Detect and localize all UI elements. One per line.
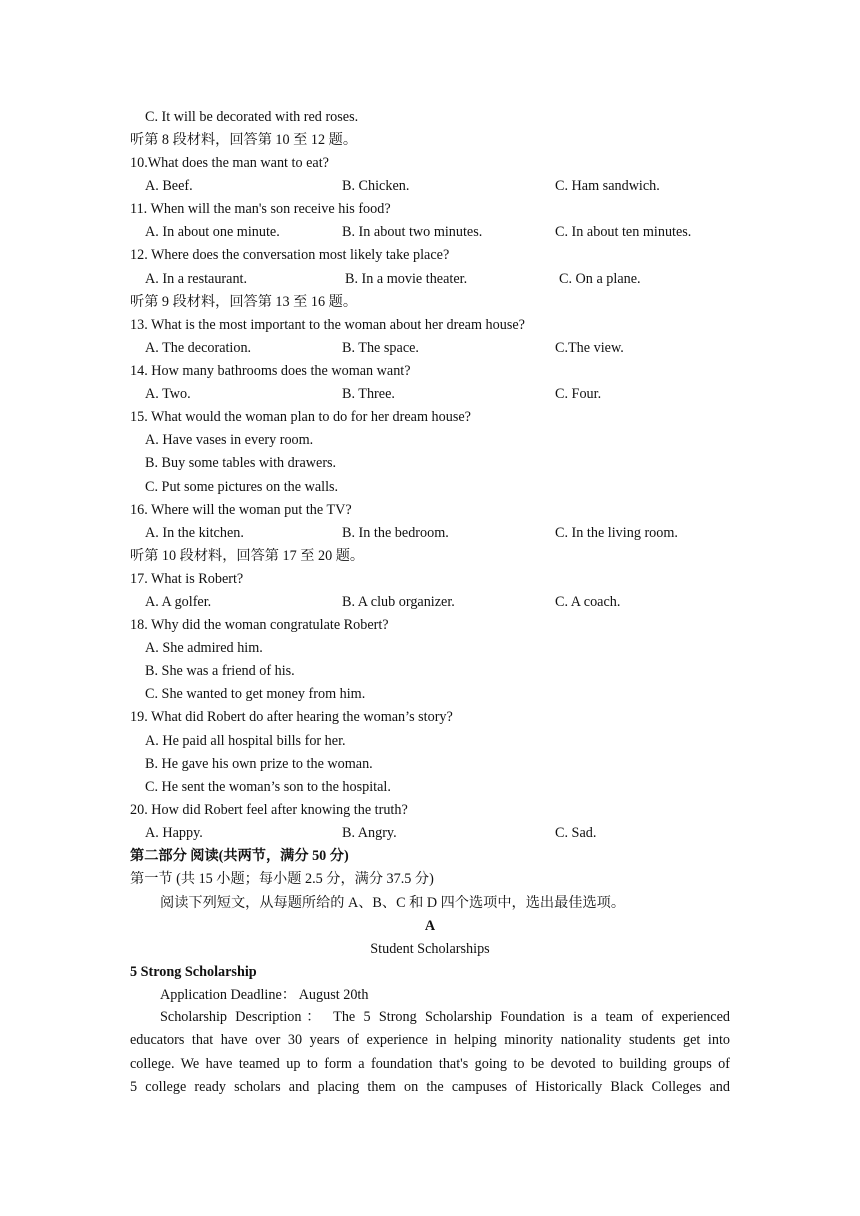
q16-option-c: C. In the living room. [555,525,678,541]
q20-option-a: A. Happy. [145,825,203,841]
q19-stem: 19. What did Robert do after hearing the woman’s story? [130,709,453,725]
q13-option-c: C.The view. [555,340,624,356]
section-9-instruction: 听第 9 段材料，回答第 13 至 16 题。 [130,294,358,310]
scholarship-title: 5 Strong Scholarship [130,964,257,980]
q18-option-c: C. She wanted to get money from him. [145,686,366,702]
q11-stem: 11. When will the man's son receive his food? [130,201,391,217]
reading-instruction: 阅读下列短文，从每题所给的 A、B、C 和 D 四个选项中，选出最佳选项。 [160,895,626,911]
description-line: educators that have over 30 years of experience in helping minority nationality students get into [130,1032,730,1049]
application-deadline: Application Deadline： August 20th [160,987,369,1003]
q13-option-a: A. The decoration. [145,340,252,356]
q11-option-c: C. In about ten minutes. [555,224,692,240]
q16-option-b: B. In the bedroom. [342,525,449,541]
q20-option-b: B. Angry. [342,825,397,841]
q17-option-c: C. A coach. [555,594,621,610]
q16-option-a: A. In the kitchen. [145,525,244,541]
q15-option-a: A. Have vases in every room. [145,432,314,448]
q17-stem: 17. What is Robert? [130,571,244,587]
q12-stem: 12. Where does the conversation most likely take place? [130,247,450,263]
q13-stem: 13. What is the most important to the woman about her dream house? [130,317,525,333]
q10-option-b: B. Chicken. [342,178,410,194]
q19-option-c: C. He sent the woman’s son to the hospital. [145,779,391,795]
part2-heading: 第二部分 阅读(共两节，满分 50 分) [130,848,349,864]
q11-option-a: A. In about one minute. [145,224,280,240]
q15-option-c: C. Put some pictures on the walls. [145,479,339,495]
section-10-instruction: 听第 10 段材料，回答第 17 至 20 题。 [130,548,365,564]
description-line: Scholarship Description： The 5 Strong Scholarship Foundation is a team of experienced [160,1009,730,1025]
q15-stem: 15. What would the woman plan to do for her dream house? [130,409,471,425]
q12-option-c: C. On a plane. [559,271,641,287]
q20-stem: 20. How did Robert feel after knowing the truth? [130,802,408,818]
q10-option-a: A. Beef. [145,178,193,194]
q10-stem: 10.What does the man want to eat? [130,155,329,171]
q18-option-b: B. She was a friend of his. [145,663,295,679]
q10-option-c: C. Ham sandwich. [555,178,660,194]
q14-option-c: C. Four. [555,386,602,402]
q14-option-b: B. Three. [342,386,395,402]
q15-option-b: B. Buy some tables with drawers. [145,455,337,471]
scholarship-description [130,1006,730,1099]
description-line: college. We have teamed up to form a foundation that's going to be devoted to building groups of [130,1055,730,1072]
passage-letter: A [424,918,436,934]
q17-option-a: A. A golfer. [145,594,212,610]
q9-option-c: C. It will be decorated with red roses. [145,109,359,125]
q18-option-a: A. She admired him. [145,640,263,656]
q20-option-c: C. Sad. [555,825,597,841]
q12-option-b: B. In a movie theater. [345,271,468,287]
q14-stem: 14. How many bathrooms does the woman want? [130,363,411,379]
q17-option-b: B. A club organizer. [342,594,455,610]
section1-heading: 第一节 (共 15 小题；每小题 2.5 分，满分 37.5 分) [130,871,434,887]
q19-option-b: B. He gave his own prize to the woman. [145,756,373,772]
q12-option-a: A. In a restaurant. [145,271,248,287]
section-8-instruction: 听第 8 段材料，回答第 10 至 12 题。 [130,132,358,148]
q18-stem: 18. Why did the woman congratulate Robert? [130,617,389,633]
q19-option-a: A. He paid all hospital bills for her. [145,733,346,749]
passage-title: Student Scholarships [370,941,490,957]
q14-option-a: A. Two. [145,386,191,402]
q13-option-b: B. The space. [342,340,419,356]
description-line: 5 college ready scholars and placing them on the campuses of Historically Black Colleges and [130,1078,730,1095]
q11-option-b: B. In about two minutes. [342,224,483,240]
q16-stem: 16. Where will the woman put the TV? [130,502,352,518]
